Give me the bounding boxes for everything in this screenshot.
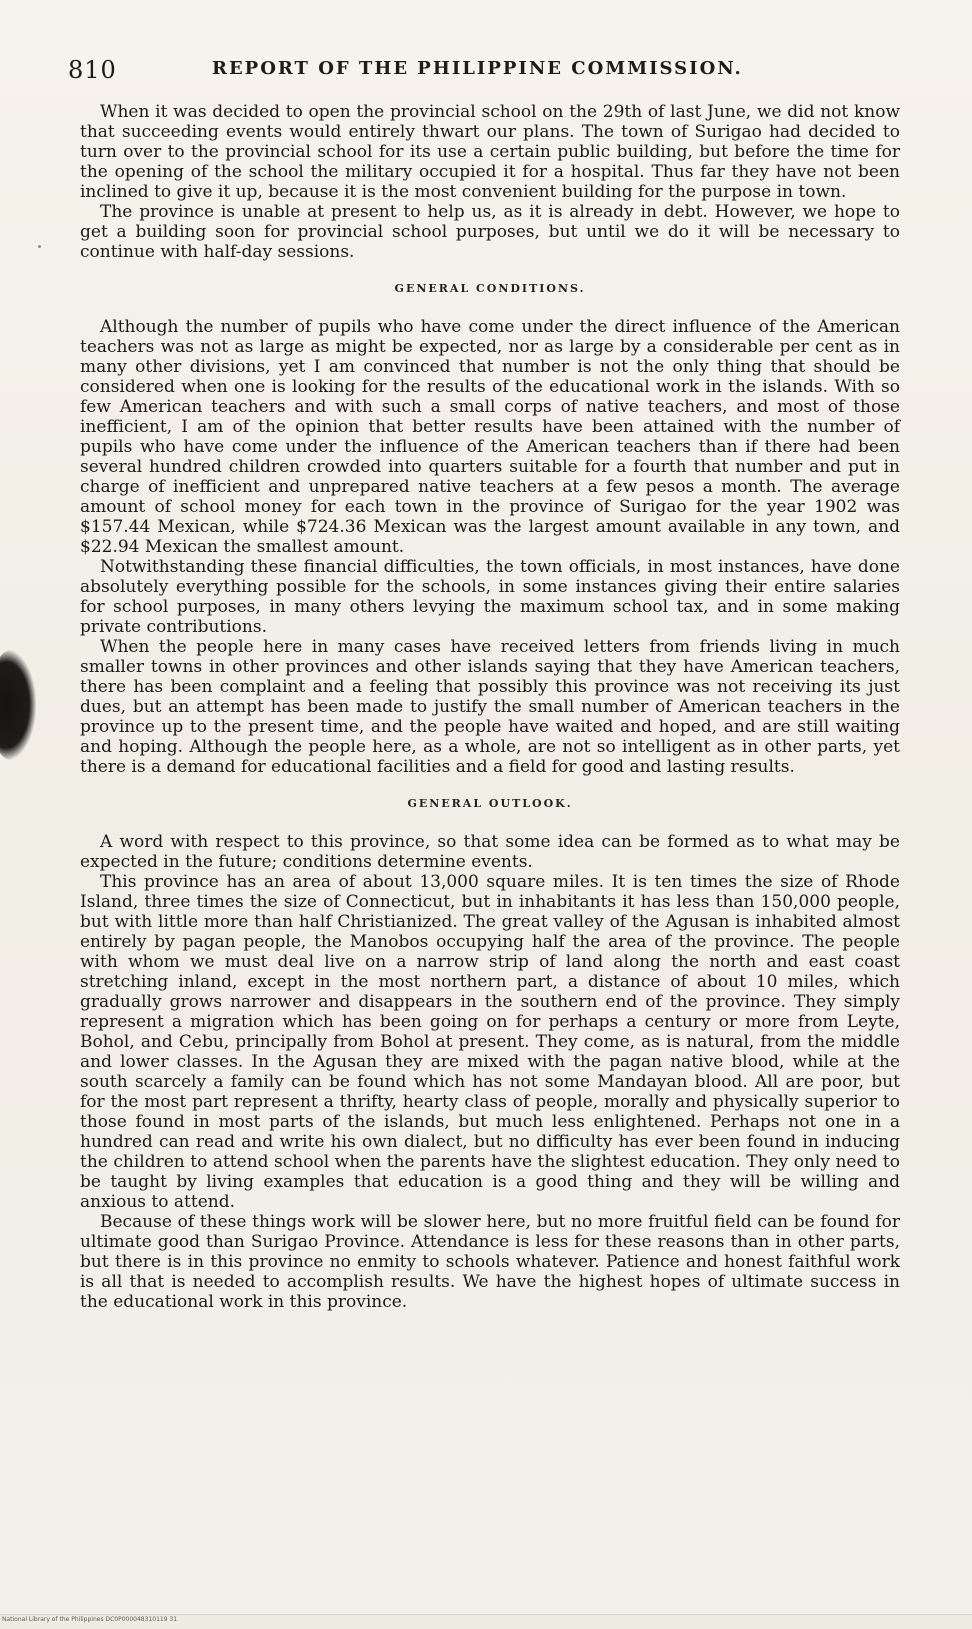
conditions-paragraph-1: Although the number of pupils who have come under the direct influence of the American teachers was not as large as might be expected, nor as large by a considerable per cent as in many other divisions, yet I am convinced that number is not the only thing that should be considered when one is looking for the results of the educational work in the islands. With so few American teachers and with such a small corps of native teachers, and most of those inefficient, I am of the opinion that better results have been attained with the number of pupils who have come under the influence of the American teachers than if there had been several hundred children crowded into quarters suitable for a fourth that number and put in charge of inefficient and unprepared native teachers at a few pesos a month. The average amount of school money for each town in the province of Surigao for the year 1902 was $157.44 Mexican, while $724.36 Mexican was the largest amount available in any town, and $22.94 Mexican the smallest amount. [80, 317, 900, 557]
page-header [62, 48, 922, 88]
scan-binding-blot [0, 650, 36, 760]
scan-footer [0, 1614, 972, 1629]
section-heading-general-conditions: GENERAL CONDITIONS. [394, 282, 586, 295]
section-heading-general-outlook: GENERAL OUTLOOK. [407, 797, 573, 810]
scan-speck [38, 245, 41, 248]
outlook-paragraph-1: A word with respect to this province, so that some idea can be formed as to what may be expected in the future; conditions determine events. [80, 832, 900, 872]
outlook-paragraph-3: Because of these things work will be slower here, but no more fruitful field can be found for ultimate good than Surigao Province. Attendance is less for these reasons than in other parts, but there is in this province no enmity to schools whatever. Patience and honest faithful work is all that is needed to accomplish results. We have the highest hopes of ultimate success in the educational work in this province. [80, 1212, 900, 1312]
conditions-paragraph-3: When the people here in many cases have received letters from friends living in much smaller towns in other provinces and other islands saying that they have American teachers, there has been complaint and a feeling that possibly this province was not receiving its just dues, but an attempt has been made to justify the small number of American teachers in the province up to the present time, and the people have waited and hoped, and are still waiting and hoping. Although the people here, as a whole, are not so intelligent as in other parts, yet there is a demand for educational facilities and a field for good and lasting results. [80, 637, 900, 777]
footer-text: National Library of the Philippines DC0P000048310119 31 [2, 1616, 178, 1623]
page-body [80, 102, 900, 1312]
intro-paragraph-2: The province is unable at present to help us, as it is already in debt. However, we hope to get a building soon for provincial school purposes, but until we do it will be necessary to continue with half-day sessions. [80, 202, 900, 262]
section-general-outlook [80, 797, 900, 1312]
running-head: REPORT OF THE PHILIPPINE COMMISSION. [212, 58, 743, 79]
section-general-conditions [80, 282, 900, 777]
conditions-paragraph-2: Notwithstanding these financial difficulties, the town officials, in most instances, have done absolutely everything possible for the schools, in some instances giving their entire salaries for school purposes, in many others levying the maximum school tax, and in some making private contributions. [80, 557, 900, 637]
outlook-paragraph-2: This province has an area of about 13,000 square miles. It is ten times the size of Rhode Island, three times the size of Connecticut, but in inhabitants it has less than 150,000 people, but with little more than half Christianized. The great valley of the Agusan is inhabited almost entirely by pagan people, the Manobos occupying half the area of the province. The people with whom we must deal live on a narrow strip of land along the north and east coast stretching inland, except in the most northern part, a distance of about 10 miles, which gradually grows narrower and disappears in the southern end of the province. They simply represent a migration which has been going on for perhaps a century or more from Leyte, Bohol, and Cebu, principally from Bohol at present. They come, as is natural, from the middle and lower classes. In the Agusan they are mixed with the pagan native blood, while at the south scarcely a family can be found which has not some Mandayan blood. All are poor, but for the most part represent a thrifty, hearty class of people, morally and physically superior to those found in most parts of the islands, but much less enlightened. Perhaps not one in a hundred can read and write his own dialect, but no difficulty has ever been found in inducing the children to attend school when the parents have the slightest education. They only need to be taught by living examples that education is a good thing and they will be willing and anxious to attend. [80, 872, 900, 1212]
intro-paragraph-1: When it was decided to open the provincial school on the 29th of last June, we did not know that succeeding events would entirely thwart our plans. The town of Surigao had decided to turn over to the provincial school for its use a certain public building, but before the time for the opening of the school the military occupied it for a hospital. Thus far they have not been inclined to give it up, because it is the most convenient building for the purpose in town. [80, 102, 900, 202]
page-number: 810 [68, 56, 117, 84]
